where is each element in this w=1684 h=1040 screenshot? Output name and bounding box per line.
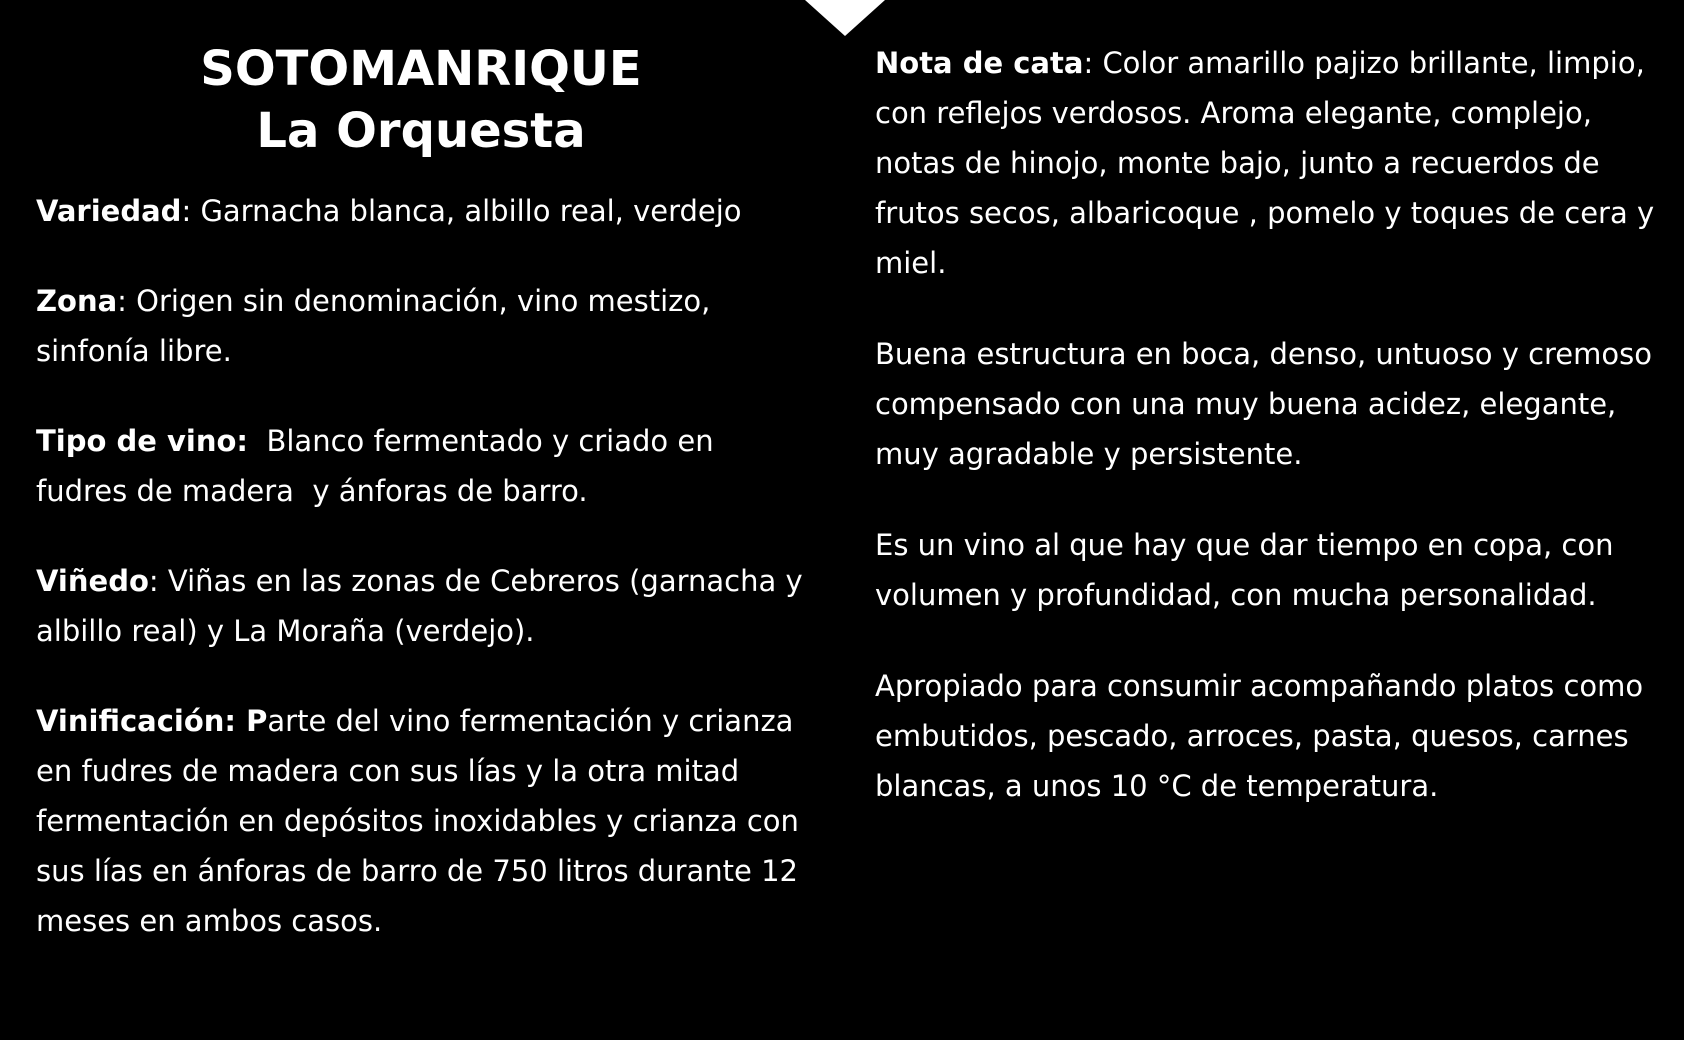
spec-variedad: Variedad: Garnacha blanca, albillo real, verdejo	[36, 194, 742, 228]
pairing-paragraph: Apropiado para consumir acompañando platos como embutidos, pescado, arroces, pasta, quesos, carnes blancas, a unos 10 °C de temperatura.	[875, 669, 1644, 803]
spec-vinificacion: Vinificación: Parte del vino fermentación y crianza en fudres de madera con sus lías y la otra mitad fermentación en depósitos inoxidables y crianza con sus lías en ánforas de barro de 750 litros durante 12 meses en ambos casos.	[36, 704, 799, 938]
aging-paragraph: Es un vino al que hay que dar tiempo en copa, con volumen y profundidad, con mucha personalidad.	[875, 528, 1614, 612]
right-column	[875, 38, 1665, 852]
wine-name: La Orquesta	[256, 103, 586, 159]
winery-name: SOTOMANRIQUE	[200, 41, 642, 97]
spec-zona: Zona: Origen sin denominación, vino mestizo, sinfonía libre.	[36, 284, 711, 368]
tasting-note: Nota de cata: Color amarillo pajizo brillante, limpio, con reflejos verdosos. Aroma elegante, complejo, notas de hinojo, monte bajo, junto a recuerdos de frutos secos, albaricoque , pomelo y toques de cera y miel.	[875, 46, 1655, 280]
spec-tipo-de-vino: Tipo de vino: Blanco fermentado y criado en fudres de madera y ánforas de barro.	[36, 424, 723, 508]
spec-vinedo: Viñedo: Viñas en las zonas de Cebreros (garnacha y albillo real) y La Moraña (verdejo).	[36, 564, 803, 648]
left-column	[36, 38, 806, 986]
mouthfeel-paragraph: Buena estructura en boca, denso, untuoso y cremoso compensado con una muy buena acidez, elegante, muy agradable y persistente.	[875, 337, 1652, 471]
wine-title	[36, 38, 806, 162]
down-triangle-icon	[805, 0, 885, 36]
